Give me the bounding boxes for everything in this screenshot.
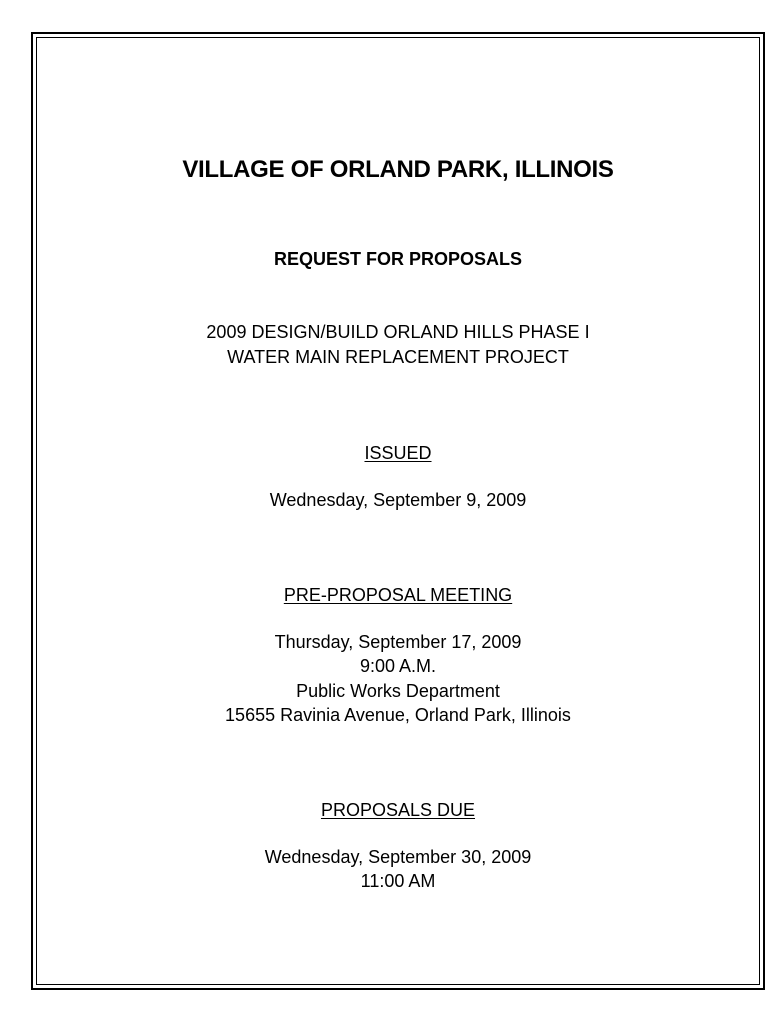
- proposals-due-time: 11:00 AM: [360, 871, 436, 891]
- project-name-line-2: WATER MAIN REPLACEMENT PROJECT: [227, 347, 569, 367]
- pre-proposal-time: 9:00 A.M.: [359, 656, 437, 676]
- document-subtitle: REQUEST FOR PROPOSALS: [273, 249, 523, 269]
- issued-date: Wednesday, September 9, 2009: [269, 490, 527, 510]
- issued-heading: ISSUED: [364, 443, 432, 463]
- document-title: VILLAGE OF ORLAND PARK, ILLINOIS: [182, 156, 614, 183]
- pre-proposal-date: Thursday, September 17, 2009: [274, 632, 522, 652]
- pre-proposal-address: 15655 Ravinia Avenue, Orland Park, Illinois: [225, 705, 571, 725]
- project-name-line-1: 2009 DESIGN/BUILD ORLAND HILLS PHASE I: [206, 322, 590, 342]
- proposals-due-date: Wednesday, September 30, 2009: [264, 847, 532, 867]
- pre-proposal-location: Public Works Department: [296, 681, 500, 701]
- proposals-due-heading: PROPOSALS DUE: [320, 800, 476, 820]
- pre-proposal-heading: PRE-PROPOSAL MEETING: [283, 585, 513, 605]
